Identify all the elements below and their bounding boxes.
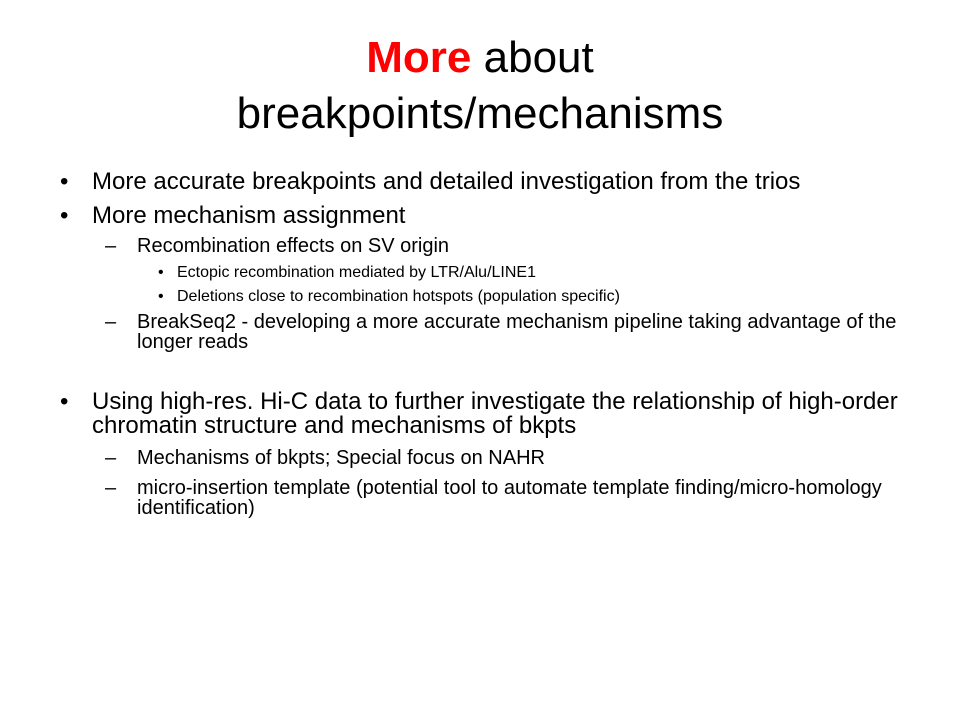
slide-title: [0, 30, 960, 142]
sub-bullet-item: [60, 312, 930, 352]
bullet-text: Using high-res. Hi-C data to further investigate the relationship of high-order chromatin structure and mechanisms of bkpts: [92, 388, 898, 439]
sub-bullet-item: [60, 236, 930, 256]
title-rest: about: [483, 33, 594, 82]
bullet-marker: •: [158, 264, 164, 281]
sub-sub-bullet-text: Ectopic recombination mediated by LTR/Alu/LINE1: [177, 264, 536, 281]
sub-bullet-item: [60, 448, 930, 468]
sub-bullet-text: BreakSeq2 - developing a more accurate mechanism pipeline taking advantage of the longer reads: [137, 311, 897, 353]
dash-marker: –: [105, 447, 117, 469]
sub-sub-bullet-text: Deletions close to recombination hotspots (population specific): [177, 288, 620, 305]
bullet-marker: •: [60, 168, 69, 195]
dash-marker: –: [105, 311, 117, 333]
bullet-item: [60, 204, 930, 228]
sub-sub-bullet-item: [60, 264, 930, 282]
title-accent: More: [366, 33, 472, 82]
sub-bullet-text: micro-insertion template (potential tool to automate template finding/micro-homology identification): [137, 477, 882, 519]
dash-marker: –: [105, 477, 117, 499]
bullet-marker: •: [60, 388, 69, 415]
sub-bullet-text: Mechanisms of bkpts; Special focus on NAHR: [137, 447, 545, 469]
dash-marker: –: [105, 235, 117, 257]
bullet-text: More accurate breakpoints and detailed investigation from the trios: [92, 168, 801, 195]
bullet-item: [60, 170, 930, 194]
sub-bullet-text: Recombination effects on SV origin: [137, 235, 450, 257]
bullet-marker: •: [60, 202, 69, 229]
bullet-text: More mechanism assignment: [92, 202, 406, 229]
bullet-marker: •: [158, 288, 164, 305]
title-line2: breakpoints/mechanisms: [236, 89, 724, 138]
bullet-list: [60, 170, 930, 518]
sub-bullet-item: [60, 478, 930, 518]
sub-sub-bullet-item: [60, 288, 930, 306]
bullet-item: [60, 390, 930, 438]
